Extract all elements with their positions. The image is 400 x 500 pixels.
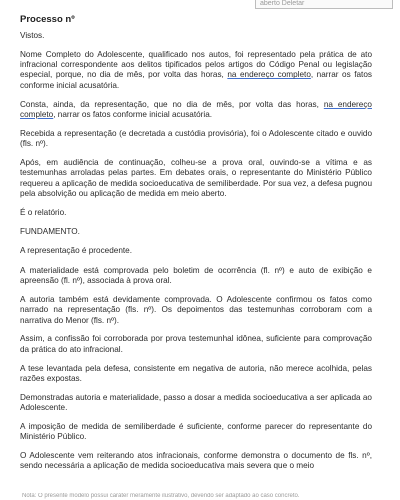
paragraph-qualificacao: Nome Completo do Adolescente, qualificado nos autos, foi representado pela prática de ato infracional correspondente aos delitos tipificados pelos artigos do Código Penal ou legislação especial, porque, no dia de mês, por volta das horas, na endereço completo, narrar os fatos conforme inicial acusatória. xyxy=(20,49,372,90)
document-heading: Processo nº xyxy=(20,14,75,25)
paragraph-confissao: Assim, a confissão foi corroborada por prova testemunhal idônea, suficiente para comprovação da prática do ato infracional. xyxy=(20,334,372,354)
paragraph-dosimetria: Demonstradas autoria e materialidade, passo a dosar a medida socioeducativa a ser aplicada ao Adolescente. xyxy=(20,392,372,413)
spellcheck-underline: na endereço completo xyxy=(227,70,311,80)
paragraph-tese-defesa: A tese levantada pela defesa, consistente em negativa de autoria, não merece acolhida, pelas razões expostas. xyxy=(20,363,372,383)
document-body xyxy=(20,31,372,480)
paragraph-audiencia: Após, em audiência de continuação, colheu-se a prova oral, ouvindo-se a vítima e as testemunhas arroladas pelas partes. Em debates orais, o representante do Ministério Público requereu a aplicação de medida socioeducativa de semiliberdade. Por sua vez, a defesa pugnou pela absolvição ou aplicação de medida em meio aberto. xyxy=(20,158,372,198)
floating-textbox[interactable]: aberto Deletar xyxy=(255,0,393,9)
paragraph-vistos: Vistos. xyxy=(20,31,45,40)
paragraph-materialidade: A materialidade está comprovada pelo boletim de ocorrência (fl. nº) e auto de exibição e apreensão (fl. nº), associada à prova oral. xyxy=(20,265,372,286)
paragraph-reiteracao: O Adolescente vem reiterando atos infracionais, conforme demonstra o documento de fls. nº, sendo necessária a aplicação de medida socioeducativa mais severa que o meio xyxy=(20,451,372,471)
paragraph-semiliberdade: A imposição de medida de semiliberdade é suficiente, conforme parecer do representante do Ministério Público. xyxy=(20,421,372,442)
spellcheck-underline: na endereço completo xyxy=(20,99,372,119)
paragraph-autoria: A autoria também está devidamente comprovada. O Adolescente confirmou os fatos como narrado na representação (fls. nº). Os depoimentos das testemunhas corroboram com a narrativa do Menor (fls. nº). xyxy=(20,294,372,325)
paragraph-relatorio: É o relatório. xyxy=(20,207,67,217)
footnote: Nota: O presente modelo possui caráter meramente ilustrativo, devendo ser adaptado ao caso concreto. xyxy=(22,493,300,499)
paragraph-recebida: Recebida a representação (e decretada a custódia provisória), foi o Adolescente citado e ouvido (fls. nº). xyxy=(20,128,372,149)
paragraph-consta: Consta, ainda, da representação, que no dia de mês, por volta das horas, na endereço completo, narrar os fatos conforme inicial acusatória. xyxy=(20,99,372,119)
paragraph-fundamento: FUNDAMENTO. xyxy=(20,227,80,237)
paragraph-procedente: A representação é procedente. xyxy=(20,246,132,256)
